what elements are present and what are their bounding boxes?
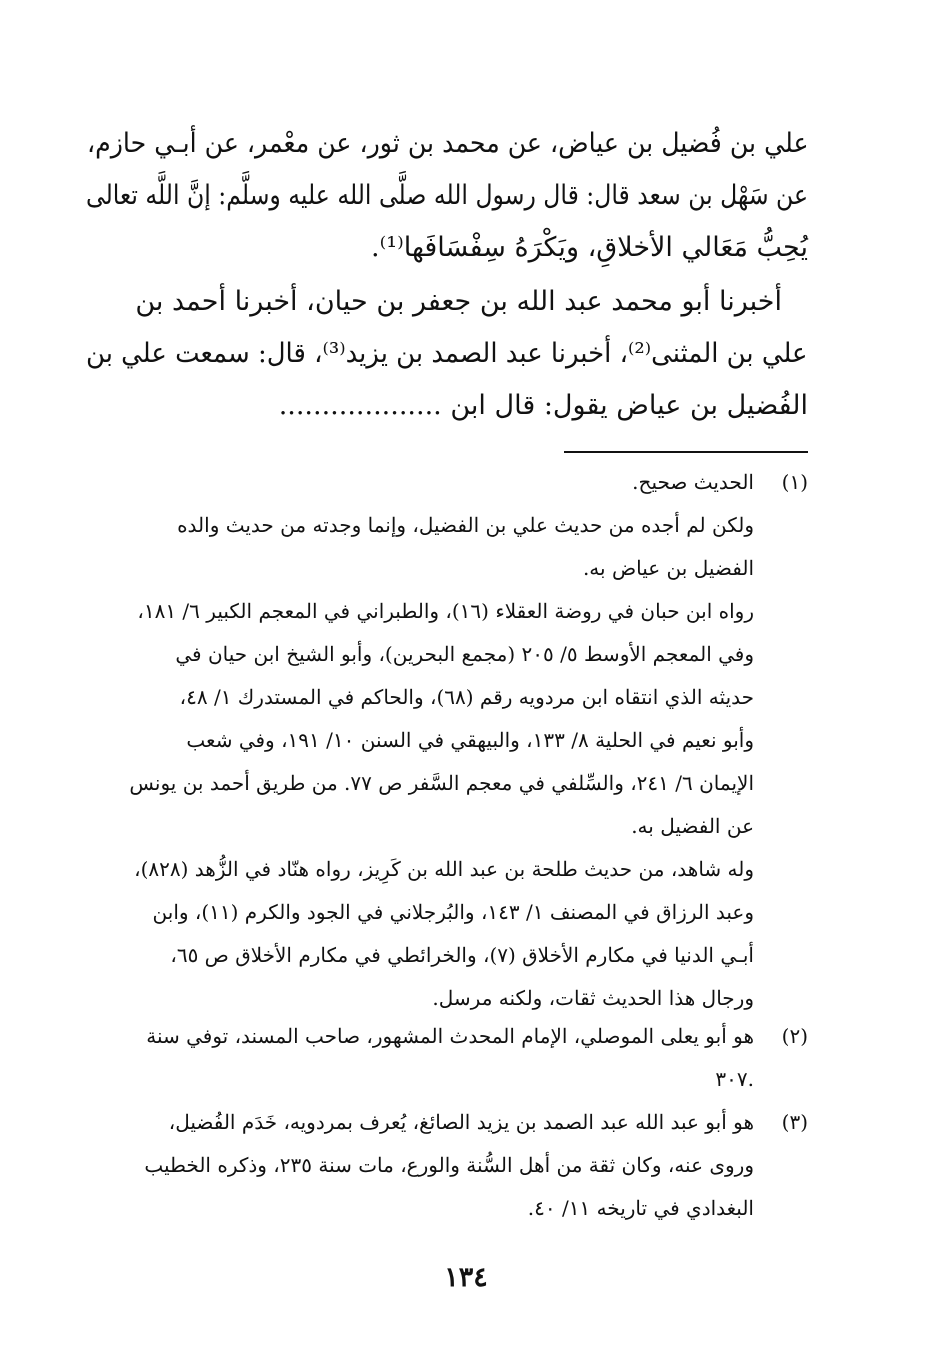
body-line: عن سَهْل بن سعد قال: قال رسول الله صلَّى الله عليه وسلَّم: إنَّ اللَّه تعالى — [85, 180, 808, 211]
body-line: أخبرنا أبو محمد عبد الله بن جعفر بن حيان، أخبرنا أحمد بن — [135, 286, 782, 317]
footnote-line: هو أبو عبد الله عبد الصمد بن يزيد الصائغ، يُعرف بمردويه، خَدَم الفُضيل، — [168, 1110, 754, 1134]
footnote-line: الحديث صحيح. — [632, 470, 754, 494]
footnote-line: عن الفضيل به. — [631, 814, 754, 838]
footnote-number: (٣) — [781, 1110, 808, 1134]
footnote-line: وله شاهد، من حديث طلحة بن عبد الله بن كَرِيز، رواه هنّاد في الزُّهد (٨٢٨)، — [134, 857, 754, 881]
footnote-line: ورجال هذا الحديث ثقات، ولكنه مرسل. — [432, 986, 754, 1010]
page-number: ١٣٤ — [444, 1262, 488, 1293]
footnote-line: رواه ابن حبان في روضة العقلاء (١٦)، والطبراني في المعجم الكبير ٦/ ١٨١، — [137, 599, 754, 623]
footnote-line: وروى عنه، وكان ثقة من أهل السُّنة والورع، مات سنة ٢٣٥، وذكره الخطيب — [144, 1153, 754, 1177]
footnote-line: أبـي الدنيا في مكارم الأخلاق (٧)، والخرائطي في مكارم الأخلاق ص ٦٥، — [170, 943, 754, 967]
footnote-line: هو أبو يعلى الموصلي، الإمام المحدث المشهور، صاحب المسند، توفي سنة — [146, 1024, 754, 1048]
footnote-line: وأبو نعيم في الحلية ٨/ ١٣٣، والبيهقي في السنن ١٠/ ١٩١، وفي شعب — [186, 728, 754, 752]
footnote-line: ولكن لم أجده من حديث علي بن الفضيل، وإنما وجدته من حديث والده — [177, 513, 754, 537]
body-line: علي بن فُضيل بن عياض، عن محمد بن ثور، عن معْمر، عن أبـي حازم، — [86, 128, 808, 159]
footnote-line: ٣٠٧. — [715, 1067, 754, 1091]
body-line: الفُضيل بن عياض يقول: قال ابن ................... — [278, 390, 808, 421]
body-line: يُحِبُّ مَعَالي الأخلاقِ، ويَكْرَهُ سِفْسَافَها⁽¹⁾. — [371, 232, 808, 263]
body-line: علي بن المثنى⁽²⁾، أخبرنا عبد الصمد بن يزيد⁽³⁾، قال: سمعت علي بن — [86, 338, 808, 369]
footnote-number: (١) — [781, 470, 808, 494]
footnote-line: البغدادي في تاريخه ١١/ ٤٠. — [527, 1196, 754, 1220]
footnote-line: الإيمان ٦/ ٢٤١، والسِّلفي في معجم السَّفر ص ٧٧. من طريق أحمد بن يونس — [129, 771, 754, 795]
footnote-line: الفضيل بن عياض به. — [582, 556, 754, 580]
footnote-number: (٢) — [781, 1024, 808, 1048]
footnote-line: حديثه الذي انتقاه ابن مردويه رقم (٦٨)، والحاكم في المستدرك ١/ ٤٨، — [179, 685, 754, 709]
footnote-line: وفي المعجم الأوسط ٥/ ٢٠٥ (مجمع البحرين)، وأبو الشيخ ابن حيان في — [175, 642, 754, 666]
footnote-divider — [564, 451, 808, 453]
footnote-line: وعبد الرزاق في المصنف ١/ ١٤٣، والبُرجلاني في الجود والكرم (١١)، وابن — [152, 900, 754, 924]
